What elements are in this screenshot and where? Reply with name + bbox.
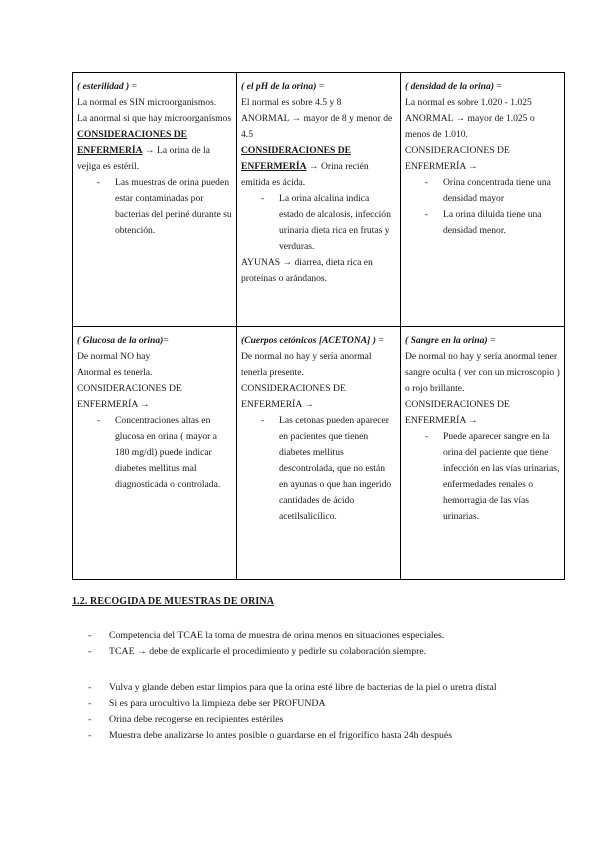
abnormal-text: ANORMAL → mayor de 8 y menor de 4.5 bbox=[241, 113, 393, 140]
bullet-list bbox=[405, 175, 560, 239]
cell-glucosa bbox=[73, 326, 237, 580]
bullet-list bbox=[241, 191, 396, 255]
normal-text: De normal NO hay bbox=[77, 350, 151, 362]
bullet-list bbox=[405, 429, 560, 525]
cell-title: ( Sangre en la orina) = bbox=[405, 334, 496, 346]
list-item: - Orina concentrada tiene una densidad mayor bbox=[427, 175, 560, 207]
list-item: - La orina alcalina indica estado de alcalosis, infección urinaria dieta rica en frutas y verduras. bbox=[263, 191, 396, 255]
bullet-list bbox=[241, 413, 396, 525]
cell-esterilidad bbox=[73, 73, 237, 327]
cell-densidad bbox=[401, 73, 565, 327]
list-item: - Muestra debe analizarse lo antes posible o guardarse en el frigorífico hasta 24h después bbox=[88, 728, 558, 744]
list-item: - Competencia del TCAE la toma de muestra de orina menos en situaciones especiales. bbox=[88, 628, 558, 644]
cell-cetonas bbox=[237, 326, 401, 580]
cell-title: ( el pH de la orina) = bbox=[241, 81, 325, 92]
section-heading: 1.2. RECOGIDA DE MUESTRAS DE ORINA bbox=[72, 596, 275, 607]
cell-ph bbox=[237, 73, 401, 327]
nursing-considerations: CONSIDERACIONES DE ENFERMERÍA → bbox=[405, 145, 510, 172]
list-item: - Si es para urocultivo la limpieza debe ser PROFUNDA bbox=[88, 696, 558, 712]
list-item: - Concentraciones altas en glucosa en orina ( mayor a 180 mg/dl) puede indicar diabetes mellitus mal diagnosticada o controlada. bbox=[99, 413, 232, 493]
nursing-considerations: CONSIDERACIONES DE ENFERMERÍA → La orina de la vejiga es estéril. bbox=[77, 129, 210, 172]
cell-sangre bbox=[401, 326, 565, 580]
fasting-note: AYUNAS → diarrea, dieta rica en proteínas o arándanos. bbox=[241, 257, 373, 284]
list-item: - La orina diluida tiene una densidad menor. bbox=[427, 207, 560, 239]
nursing-considerations: CONSIDERACIONES DE ENFERMERÍA → bbox=[405, 398, 510, 426]
bullet-list-procedure bbox=[88, 680, 558, 744]
normal-text: De normal no hay y sería anormal tener sangre oculta ( ver con un microscopio ) o rojo brillante. bbox=[405, 350, 560, 394]
normal-text: La normal es SIN microorganismos. bbox=[77, 97, 217, 108]
table-row bbox=[73, 326, 565, 580]
list-item: - Orina debe recogerse en recipientes estériles bbox=[88, 712, 558, 728]
normal-text: La normal es sobre 1.020 - 1.025 bbox=[405, 97, 532, 108]
list-item: - Las cetonas pueden aparecer en pacientes que tienen diabetes mellitus descontrolada, que no están en ayunas o que han ingerido cantidades de ácido acetilsalicílico. bbox=[263, 413, 396, 525]
bullet-list bbox=[77, 413, 232, 493]
normal-text: El normal es sobre 4.5 y 8 bbox=[241, 97, 342, 108]
bullet-list-tcae bbox=[88, 628, 558, 660]
list-item: - Vulva y glande deben estar limpios para que la orina esté libre de bacterias de la piel o uretra distal bbox=[88, 680, 558, 696]
list-item: - Puede aparecer sangre en la orina del paciente que tiene infección en las vías urinarias, enfermedades renales o hemorragia de las vías urinarias. bbox=[427, 429, 560, 525]
abnormal-text: La anormal si que hay microorganismos bbox=[77, 113, 232, 124]
urinalysis-table bbox=[72, 72, 565, 580]
normal-text: De normal no hay y sería anormal tenerla presente. bbox=[241, 350, 372, 378]
nursing-considerations: CONSIDERACIONES DE ENFERMERÍA → bbox=[77, 382, 182, 410]
abnormal-text: ANORMAL → mayor de 1.025 o menos de 1.010. bbox=[405, 113, 535, 140]
bullet-list bbox=[77, 175, 232, 239]
nursing-considerations: CONSIDERACIONES DE ENFERMERÍA → Orina recién emitida es ácida. bbox=[241, 145, 369, 188]
abnormal-text: Anormal es tenerla. bbox=[77, 366, 153, 378]
nursing-considerations: CONSIDERACIONES DE ENFERMERÍA → bbox=[241, 382, 346, 410]
cell-title: ( densidad de la orina) = bbox=[405, 81, 502, 92]
table-row bbox=[73, 73, 565, 327]
list-item: - TCAE → debe de explicarle el procedimiento y pedirle su colaboración siempre. bbox=[88, 644, 558, 660]
cell-title: (Cuerpos cetónicos [ACETONA] ) = bbox=[241, 334, 384, 346]
cell-title: ( Glucosa de la orina)= bbox=[77, 334, 169, 346]
cell-title: ( esterilidad ) = bbox=[77, 81, 138, 92]
list-item: - Las muestras de orina pueden estar contaminadas por bacterias del periné durante su obtención. bbox=[99, 175, 232, 239]
